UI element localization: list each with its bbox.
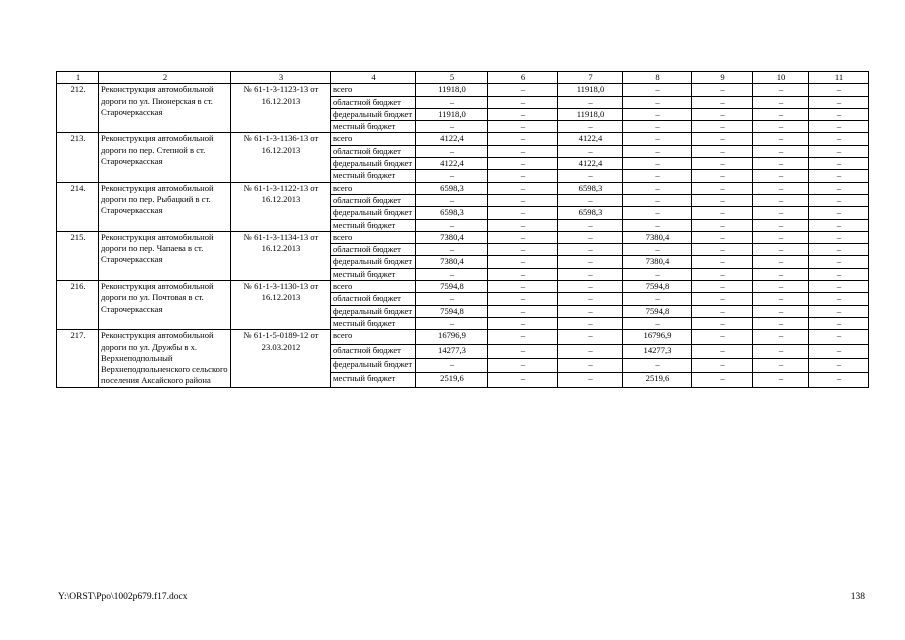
amount-cell: – [809, 330, 869, 344]
object-name: Реконструкция автомобильной дороги по пер. Чапаева в ст. Старочеркасская [99, 231, 231, 280]
amount-cell: – [692, 219, 753, 231]
amount-cell: – [692, 256, 753, 268]
amount-cell: – [488, 219, 558, 231]
amount-cell: – [623, 268, 692, 280]
amount-cell: 11918,0 [416, 108, 488, 120]
amount-cell: – [809, 121, 869, 133]
amount-cell: – [692, 358, 753, 372]
amount-cell: – [623, 108, 692, 120]
row-number: 216. [57, 281, 99, 330]
amount-cell: – [809, 344, 869, 358]
footer-file-path: Y:\ORST\Ppo\1002p679.f17.docx [58, 592, 188, 602]
object-name: Реконструкция автомобильной дороги по ул. Почтовая в ст. Старочеркасская [99, 281, 231, 330]
amount-cell: 16796,9 [623, 330, 692, 344]
amount-cell: – [753, 344, 809, 358]
amount-cell: 7594,8 [623, 281, 692, 293]
amount-cell: – [692, 293, 753, 305]
table-row [57, 133, 869, 145]
amount-cell: – [623, 84, 692, 96]
object-name: Реконструкция автомобильной дороги по пер. Рыбацкий в ст. Старочеркасская [99, 182, 231, 231]
amount-cell: – [809, 96, 869, 108]
funding-source: местный бюджет [331, 268, 416, 280]
amount-cell: – [488, 317, 558, 329]
table-header-row [57, 72, 869, 84]
amount-cell: – [692, 108, 753, 120]
amount-cell: – [692, 170, 753, 182]
amount-cell: – [809, 281, 869, 293]
amount-cell: 6598,3 [416, 207, 488, 219]
amount-cell: – [809, 108, 869, 120]
amount-cell: – [558, 96, 623, 108]
amount-cell: – [809, 194, 869, 206]
amount-cell: 7380,4 [623, 231, 692, 243]
amount-cell: – [488, 108, 558, 120]
amount-cell: – [692, 244, 753, 256]
amount-cell: – [558, 281, 623, 293]
amount-cell: – [809, 256, 869, 268]
amount-cell: – [692, 145, 753, 157]
amount-cell: – [809, 145, 869, 157]
amount-cell: – [753, 170, 809, 182]
amount-cell: – [416, 317, 488, 329]
amount-cell: – [416, 219, 488, 231]
amount-cell: – [488, 244, 558, 256]
amount-cell: – [753, 121, 809, 133]
amount-cell: – [809, 207, 869, 219]
row-number: 215. [57, 231, 99, 280]
amount-cell: – [809, 84, 869, 96]
funding-source: местный бюджет [331, 121, 416, 133]
funding-source: всего [331, 330, 416, 344]
funding-source: местный бюджет [331, 373, 416, 387]
amount-cell: – [416, 145, 488, 157]
amount-cell: – [753, 207, 809, 219]
amount-cell: – [753, 158, 809, 170]
object-name: Реконструкция автомобильной дороги по ул. Пионерская в ст. Старочеркасская [99, 84, 231, 133]
amount-cell: 11918,0 [558, 108, 623, 120]
amount-cell: – [558, 358, 623, 372]
funding-source: областной бюджет [331, 344, 416, 358]
amount-cell: – [558, 317, 623, 329]
header-cell: 9 [692, 72, 753, 84]
amount-cell: – [692, 330, 753, 344]
amount-cell: 6598,3 [558, 182, 623, 194]
budget-table [56, 71, 869, 388]
amount-cell: – [558, 145, 623, 157]
amount-cell: – [809, 219, 869, 231]
amount-cell: – [558, 194, 623, 206]
amount-cell: – [753, 256, 809, 268]
amount-cell: – [623, 182, 692, 194]
amount-cell: – [753, 293, 809, 305]
funding-source: местный бюджет [331, 170, 416, 182]
amount-cell: – [692, 317, 753, 329]
amount-cell: – [692, 373, 753, 387]
table-row [57, 231, 869, 243]
amount-cell: – [488, 344, 558, 358]
amount-cell: 7594,8 [416, 281, 488, 293]
amount-cell: – [809, 133, 869, 145]
amount-cell: 14277,3 [416, 344, 488, 358]
amount-cell: – [809, 268, 869, 280]
header-cell: 7 [558, 72, 623, 84]
amount-cell: – [623, 96, 692, 108]
funding-source: областной бюджет [331, 244, 416, 256]
amount-cell: – [488, 194, 558, 206]
header-cell: 11 [809, 72, 869, 84]
funding-source: федеральный бюджет [331, 305, 416, 317]
amount-cell: – [416, 96, 488, 108]
document-reference: № 61-1-3-1123-13 от 16.12.2013 [231, 84, 331, 133]
amount-cell: – [692, 84, 753, 96]
amount-cell: – [623, 145, 692, 157]
amount-cell: – [753, 133, 809, 145]
amount-cell: – [692, 182, 753, 194]
funding-source: всего [331, 281, 416, 293]
table-row [57, 84, 869, 96]
amount-cell: 6598,3 [416, 182, 488, 194]
amount-cell: – [753, 108, 809, 120]
document-reference: № 61-1-3-1122-13 от 16.12.2013 [231, 182, 331, 231]
amount-cell: – [809, 358, 869, 372]
amount-cell: – [623, 358, 692, 372]
document-reference: № 61-1-3-1136-13 от 16.12.2013 [231, 133, 331, 182]
amount-cell: – [558, 268, 623, 280]
amount-cell: – [623, 194, 692, 206]
amount-cell: – [623, 121, 692, 133]
amount-cell: – [753, 219, 809, 231]
amount-cell: – [488, 293, 558, 305]
amount-cell: – [809, 170, 869, 182]
funding-source: областной бюджет [331, 96, 416, 108]
funding-source: областной бюджет [331, 293, 416, 305]
amount-cell: – [753, 317, 809, 329]
funding-source: федеральный бюджет [331, 108, 416, 120]
amount-cell: – [623, 158, 692, 170]
amount-cell: 7594,8 [623, 305, 692, 317]
amount-cell: 2519,6 [416, 373, 488, 387]
amount-cell: – [488, 231, 558, 243]
amount-cell: – [753, 182, 809, 194]
row-number: 217. [57, 330, 99, 387]
amount-cell: – [753, 358, 809, 372]
amount-cell: – [488, 256, 558, 268]
object-name: Реконструкция автомобильной дороги по пер. Степной в ст. Старочеркасская [99, 133, 231, 182]
funding-source: местный бюджет [331, 219, 416, 231]
amount-cell: 7380,4 [623, 256, 692, 268]
amount-cell: – [558, 373, 623, 387]
amount-cell: – [558, 330, 623, 344]
funding-source: всего [331, 133, 416, 145]
amount-cell: – [809, 317, 869, 329]
amount-cell: – [623, 219, 692, 231]
row-number: 214. [57, 182, 99, 231]
amount-cell: – [692, 96, 753, 108]
amount-cell: – [809, 373, 869, 387]
amount-cell: – [623, 207, 692, 219]
amount-cell: – [692, 133, 753, 145]
header-cell: 2 [99, 72, 231, 84]
amount-cell: – [488, 281, 558, 293]
amount-cell: – [558, 231, 623, 243]
amount-cell: – [488, 170, 558, 182]
amount-cell: 11918,0 [558, 84, 623, 96]
amount-cell: – [416, 194, 488, 206]
amount-cell: – [692, 121, 753, 133]
amount-cell: – [488, 145, 558, 157]
amount-cell: – [753, 231, 809, 243]
funding-source: федеральный бюджет [331, 158, 416, 170]
amount-cell: – [558, 305, 623, 317]
table-row [57, 182, 869, 194]
funding-source: областной бюджет [331, 194, 416, 206]
amount-cell: – [416, 244, 488, 256]
amount-cell: 7594,8 [416, 305, 488, 317]
header-cell: 10 [753, 72, 809, 84]
amount-cell: – [416, 121, 488, 133]
amount-cell: 4122,4 [416, 158, 488, 170]
funding-source: всего [331, 84, 416, 96]
document-reference: № 61-1-3-1130-13 от 16.12.2013 [231, 281, 331, 330]
amount-cell: 2519,6 [623, 373, 692, 387]
funding-source: областной бюджет [331, 145, 416, 157]
amount-cell: – [623, 244, 692, 256]
amount-cell: – [809, 305, 869, 317]
amount-cell: – [623, 133, 692, 145]
amount-cell: – [488, 96, 558, 108]
amount-cell: 6598,3 [558, 207, 623, 219]
amount-cell: – [488, 84, 558, 96]
header-cell: 1 [57, 72, 99, 84]
amount-cell: 4122,4 [558, 133, 623, 145]
amount-cell: – [623, 317, 692, 329]
amount-cell: 7380,4 [416, 256, 488, 268]
amount-cell: 11918,0 [416, 84, 488, 96]
amount-cell: – [558, 344, 623, 358]
page-number: 138 [850, 592, 865, 602]
amount-cell: – [488, 133, 558, 145]
amount-cell: – [558, 256, 623, 268]
amount-cell: 7380,4 [416, 231, 488, 243]
table-row [57, 281, 869, 293]
amount-cell: 14277,3 [623, 344, 692, 358]
amount-cell: 16796,9 [416, 330, 488, 344]
amount-cell: – [416, 358, 488, 372]
amount-cell: 4122,4 [416, 133, 488, 145]
amount-cell: – [753, 194, 809, 206]
amount-cell: – [753, 330, 809, 344]
amount-cell: – [416, 293, 488, 305]
amount-cell: – [488, 121, 558, 133]
amount-cell: – [809, 293, 869, 305]
amount-cell: 4122,4 [558, 158, 623, 170]
amount-cell: – [753, 244, 809, 256]
header-cell: 8 [623, 72, 692, 84]
row-number: 212. [57, 84, 99, 133]
amount-cell: – [753, 145, 809, 157]
funding-source: всего [331, 231, 416, 243]
funding-source: местный бюджет [331, 317, 416, 329]
funding-source: федеральный бюджет [331, 358, 416, 372]
amount-cell: – [692, 281, 753, 293]
header-cell: 6 [488, 72, 558, 84]
amount-cell: – [558, 170, 623, 182]
amount-cell: – [753, 305, 809, 317]
amount-cell: – [753, 281, 809, 293]
amount-cell: – [558, 121, 623, 133]
amount-cell: – [809, 182, 869, 194]
amount-cell: – [488, 158, 558, 170]
amount-cell: – [623, 170, 692, 182]
amount-cell: – [558, 219, 623, 231]
amount-cell: – [488, 207, 558, 219]
object-name: Реконструкция автомобильной дороги по ул. Дружбы в х. Верхнеподпольный Верхнеподпольненского сельского поселения Аксайского района [99, 330, 231, 387]
header-cell: 4 [331, 72, 416, 84]
row-number: 213. [57, 133, 99, 182]
amount-cell: – [753, 96, 809, 108]
document-reference: № 61-1-3-1134-13 от 16.12.2013 [231, 231, 331, 280]
amount-cell: – [753, 84, 809, 96]
amount-cell: – [692, 344, 753, 358]
amount-cell: – [692, 194, 753, 206]
amount-cell: – [692, 207, 753, 219]
amount-cell: – [488, 358, 558, 372]
amount-cell: – [488, 182, 558, 194]
funding-source: всего [331, 182, 416, 194]
table-row [57, 330, 869, 344]
header-cell: 5 [416, 72, 488, 84]
funding-source: федеральный бюджет [331, 256, 416, 268]
amount-cell: – [692, 231, 753, 243]
amount-cell: – [488, 330, 558, 344]
header-cell: 3 [231, 72, 331, 84]
funding-source: федеральный бюджет [331, 207, 416, 219]
amount-cell: – [809, 231, 869, 243]
amount-cell: – [488, 268, 558, 280]
amount-cell: – [488, 305, 558, 317]
amount-cell: – [753, 373, 809, 387]
amount-cell: – [692, 305, 753, 317]
amount-cell: – [692, 158, 753, 170]
amount-cell: – [558, 293, 623, 305]
amount-cell: – [416, 268, 488, 280]
document-reference: № 61-1-5-0189-12 от 23.03.2012 [231, 330, 331, 387]
amount-cell: – [753, 268, 809, 280]
amount-cell: – [488, 373, 558, 387]
amount-cell: – [809, 158, 869, 170]
amount-cell: – [558, 244, 623, 256]
amount-cell: – [692, 268, 753, 280]
amount-cell: – [623, 293, 692, 305]
amount-cell: – [809, 244, 869, 256]
amount-cell: – [416, 170, 488, 182]
